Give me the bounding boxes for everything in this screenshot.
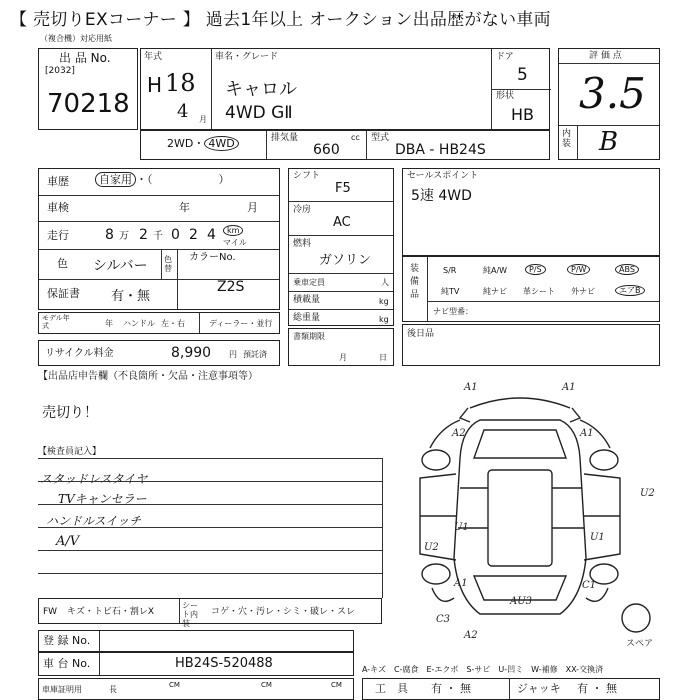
shift-label: シフト <box>293 171 321 181</box>
inspector-line-3: ハンドルスイッチ <box>46 514 142 528</box>
lot-label: 出 品 No. <box>59 51 111 65</box>
color-change-label: 色替 <box>164 255 172 273</box>
type-label: 型式 <box>371 133 390 143</box>
color-label: 色 <box>57 257 68 270</box>
score-value: 3.5 <box>579 69 646 118</box>
diagram-label-a1-rear: A1 <box>454 578 468 589</box>
history-value: 自家用 <box>95 172 136 187</box>
lot-small-code: [2032] <box>45 66 75 76</box>
model-year-label: モデル年式 <box>42 314 70 330</box>
fuel-label: 燃料 <box>293 239 312 249</box>
cert-cm3: CM <box>331 681 342 689</box>
cert-label: 車庫証明用 <box>42 685 82 694</box>
mileage-d2: 2 <box>139 227 148 243</box>
year-label: 年式 <box>144 52 163 62</box>
sales-point-value: 5速 4WD <box>411 188 472 204</box>
equip-airbag: エアB <box>615 285 645 296</box>
load-unit: kg <box>379 297 389 306</box>
equip-ext-navi: 外ナビ <box>571 287 595 296</box>
chassis-label: 車 台 No. <box>43 657 91 670</box>
mileage-d4: 2 <box>189 227 198 243</box>
later-day-label: 後日品 <box>407 329 435 339</box>
cert-cm2: CM <box>261 681 272 689</box>
displacement-label: 排気量 <box>271 133 299 143</box>
diagram-label-a1-top2: A1 <box>562 382 576 393</box>
mileage-u2: 千 <box>153 231 163 242</box>
equip-aw: 純A/W <box>483 266 508 275</box>
diagram-label-a2-rear: A2 <box>464 630 478 641</box>
lot-box <box>38 48 138 130</box>
form-note: （複合機）対応用紙 <box>40 34 112 43</box>
inspection-label: 車検 <box>47 201 69 214</box>
displacement-value: 660 <box>313 142 340 158</box>
mileage-d3: 0 <box>171 227 180 243</box>
sales-point-label: セールスポイント <box>407 171 479 181</box>
diagram-label-a2-left: A2 <box>452 428 466 439</box>
history-rest: ・（ ） <box>136 173 230 186</box>
car-damage-diagram <box>400 378 690 648</box>
jack-label: ジャッキ <box>517 682 561 695</box>
drive-4wd: 4WD <box>204 136 238 151</box>
inspector-line-1: スタッドレスタイヤ <box>40 472 148 486</box>
defect-row <box>38 598 382 628</box>
header-title: 【 売切りEXコーナー 】 過去1年以上 オークション出品歴がない車両 <box>10 10 551 30</box>
cert-cm1: CM <box>169 681 180 689</box>
equipment-label: 装備品 <box>410 264 420 300</box>
defect-items2: コゲ・穴・汚レ・シミ・破レ・スレ <box>211 607 356 617</box>
capacity-unit: 人 <box>381 278 389 287</box>
mileage-unit-mile: マイル <box>223 238 247 247</box>
tools-row <box>362 678 660 700</box>
model-grade: 4WD GⅡ <box>225 103 293 123</box>
diagram-label-a1-right: A1 <box>580 428 594 439</box>
inspection-month-unit: 月 <box>247 201 258 214</box>
defect-fw-label: FW <box>43 607 58 617</box>
doc-deadline-label: 書類期限 <box>293 332 325 341</box>
defect-seat-label: シート内装 <box>182 601 198 628</box>
weight-unit: kg <box>379 315 389 324</box>
navi-model-label: ナビ型番： <box>433 307 473 316</box>
score-box <box>558 48 660 160</box>
mileage-label: 走行 <box>47 229 69 242</box>
inspector-label: 【検査員記入】 <box>38 447 102 457</box>
recycle-note: 預託済 <box>243 350 267 359</box>
equip-sr: S/R <box>443 266 457 275</box>
history-label: 車歴 <box>47 175 69 188</box>
doc-deadline-box <box>288 328 394 366</box>
cert-row <box>38 678 354 700</box>
doors-value: 5 <box>517 65 528 85</box>
registration-row <box>38 630 354 652</box>
lot-number: 70218 <box>47 89 130 119</box>
year-era: H <box>147 73 163 97</box>
diagram-label-c1: C1 <box>582 580 597 591</box>
mileage-u1: 万 <box>119 231 129 242</box>
equip-ps: P/S <box>525 264 546 275</box>
top-info-box <box>140 48 550 130</box>
diagram-label-u1-left: U1 <box>454 522 469 533</box>
handle-value: 左・右 <box>161 319 185 328</box>
handle-label: ハンドル <box>123 319 155 328</box>
chassis-value: HB24S-520488 <box>175 656 273 671</box>
diagram-label-u2-left: U2 <box>424 542 439 553</box>
ac-value: AC <box>333 215 351 230</box>
type-value: DBA - HB24S <box>395 142 486 158</box>
recycle-row <box>38 340 280 366</box>
spare-label: スペア <box>626 639 654 648</box>
model-label: 車名・グレード <box>215 52 279 62</box>
shift-value: F5 <box>335 181 351 196</box>
damage-legend: A-キズ C-腐食 E-エクボ S-サビ U-凹ミ W-補修 XX-交換済 <box>362 665 604 674</box>
equip-navi: 純ナビ <box>483 287 507 296</box>
equip-tv: 純TV <box>441 287 460 296</box>
inspection-year-unit: 年 <box>179 201 190 214</box>
chassis-row <box>38 652 354 676</box>
doc-deadline-day-unit: 日 <box>379 353 387 362</box>
jack-value: 有 ・ 無 <box>577 682 617 695</box>
interior-label: 内装 <box>562 129 572 149</box>
score-label: 評 価 点 <box>589 51 622 61</box>
later-day-box <box>402 324 660 366</box>
weight-label: 総重量 <box>293 313 321 323</box>
registration-label: 登 録 No. <box>43 634 91 647</box>
mileage-d5: 4 <box>207 227 216 243</box>
ac-label: 冷房 <box>293 205 312 215</box>
diagram-label-u2-right: U2 <box>640 488 655 499</box>
warranty-value: 有・無 <box>111 289 151 304</box>
capacity-label: 乗車定員 <box>293 278 325 287</box>
model-year-row <box>38 312 280 334</box>
interior-value: B <box>599 127 619 157</box>
model-year-unit: 年 <box>105 319 113 328</box>
equip-leather: 革シート <box>523 287 555 296</box>
equipment-box <box>402 256 660 322</box>
body-type-value: HB <box>511 105 535 124</box>
mileage-unit-km: km <box>223 225 243 236</box>
fuel-value: ガソリン <box>319 253 372 268</box>
mechanical-box <box>288 168 394 326</box>
doc-deadline-month-unit: 月 <box>339 353 347 362</box>
warranty-label: 保証書 <box>47 287 80 300</box>
diagram-label-c3: C3 <box>436 614 451 625</box>
displacement-unit: cc <box>351 133 360 142</box>
defect-items: キズ・トビ石・割レX <box>67 607 154 617</box>
recycle-value: 8,990 <box>171 345 212 361</box>
tools-value: 有 ・ 無 <box>431 682 471 695</box>
declaration-label: 【出品店申告欄（不良箇所・欠品・注意事項等） <box>38 371 258 382</box>
drive-sep: ・ <box>193 137 205 150</box>
color-no-value: Z2S <box>217 279 245 295</box>
recycle-label: リサイクル料金 <box>45 348 114 359</box>
diagram-label-au3: AU3 <box>510 596 533 607</box>
body-type-label: 形状 <box>496 91 515 101</box>
tools-label: 工 具 <box>375 682 408 695</box>
inspector-line-2: TVキャンセラー <box>58 492 147 506</box>
spec-row <box>140 130 550 160</box>
declaration-value: 売切り！ <box>42 405 98 421</box>
year-month: 4 <box>177 101 189 122</box>
equip-pw: P/W <box>567 264 590 275</box>
drive-2wd: 2WD <box>167 137 194 150</box>
equip-abs: ABS <box>615 264 639 275</box>
model-name: キャロル <box>225 79 297 100</box>
load-label: 積載量 <box>293 295 321 305</box>
color-no-label: カラーNo. <box>189 252 236 263</box>
sales-point-box <box>402 168 660 256</box>
year-month-unit: 月 <box>199 115 207 124</box>
dealer-value: ディーラー・並行 <box>209 319 273 328</box>
header-bar <box>0 0 700 30</box>
recycle-unit: 円 <box>229 350 237 359</box>
color-value: シルバー <box>93 258 148 274</box>
diagram-label-a1-top: A1 <box>464 382 478 393</box>
doors-label: ドア <box>496 52 514 62</box>
diagram-label-u1-right: U1 <box>590 532 605 543</box>
vehicle-info-box <box>38 168 280 310</box>
year-value: 18 <box>165 69 196 97</box>
inspector-line-4: A/V <box>56 534 80 549</box>
mileage-d1: 8 <box>105 227 114 243</box>
cert-len: 長 <box>109 685 117 694</box>
